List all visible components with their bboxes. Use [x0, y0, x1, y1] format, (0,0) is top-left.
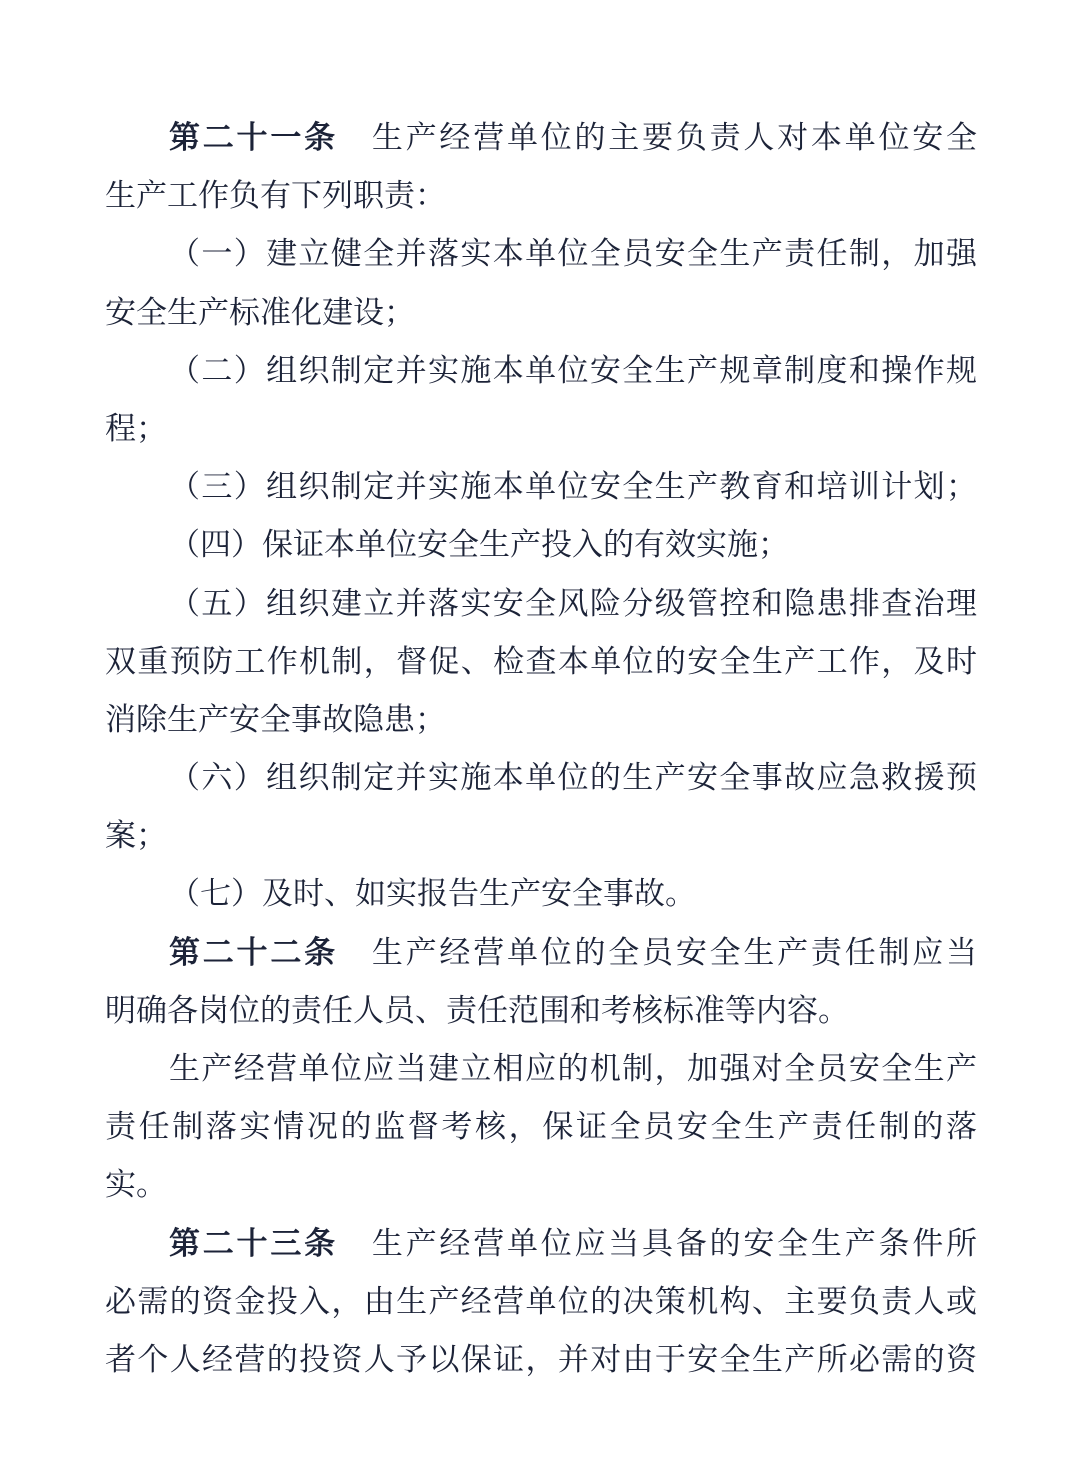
article-number: 第二十三条	[169, 1225, 338, 1262]
text-line	[105, 345, 977, 403]
line-text: （二）组织制定并实施本单位安全生产规章制度和操作规	[169, 352, 977, 389]
line-text: （七）及时、如实报告生产安全事故。	[169, 876, 696, 913]
line-text: 安全生产标准化建设；	[105, 294, 415, 331]
line-text: （六）组织制定并实施本单位的生产安全事故应急救援预	[169, 760, 977, 797]
line-text: 责任制落实情况的监督考核，保证全员安全生产责任制的落	[105, 1109, 977, 1146]
text-line	[105, 1276, 977, 1334]
text-line	[105, 461, 977, 519]
line-text: （三）组织制定并实施本单位安全生产教育和培训计划；	[169, 469, 977, 506]
line-text: （四）保证本单位安全生产投入的有效实施；	[169, 527, 789, 564]
text-line	[105, 1101, 977, 1159]
line-text: 生产经营单位应当建立相应的机制，加强对全员安全生产	[169, 1051, 977, 1087]
article-number: 第二十二条	[169, 934, 338, 971]
line-text: 案；	[105, 818, 167, 855]
text-line	[105, 403, 977, 461]
article-line	[105, 927, 977, 985]
text-line	[105, 287, 977, 345]
line-text: 生产经营单位的主要负责人对本单位安全	[371, 120, 978, 156]
line-text: 必需的资金投入，由生产经营单位的决策机构、主要负责人或	[105, 1283, 977, 1320]
line-text: 双重预防工作机制，督促、检查本单位的安全生产工作，及时	[105, 643, 977, 680]
text-line	[105, 519, 977, 577]
text-line	[105, 1334, 977, 1392]
text-line	[105, 578, 977, 636]
text-line	[105, 170, 977, 228]
text-line	[105, 985, 977, 1043]
line-text: 生产工作负有下列职责：	[105, 178, 446, 215]
text-line	[105, 752, 977, 810]
article-line	[105, 1218, 977, 1276]
line-text: 明确各岗位的责任人员、责任范围和考核标准等内容。	[105, 992, 849, 1029]
line-text: （五）组织建立并落实安全风险分级管控和隐患排查治理	[169, 585, 977, 622]
text-line	[105, 228, 977, 286]
line-text: 生产经营单位应当具备的安全生产条件所	[371, 1225, 978, 1262]
line-text: 实。	[105, 1167, 167, 1204]
text-line	[105, 694, 977, 752]
document-body	[105, 112, 977, 1392]
line-text: （一）建立健全并落实本单位全员安全生产责任制，加强	[169, 236, 977, 273]
article-number: 第二十一条	[169, 120, 338, 156]
line-text: 消除生产安全事故隐患；	[105, 701, 446, 738]
text-line	[105, 1043, 977, 1101]
text-line	[105, 636, 977, 694]
article-line	[105, 112, 977, 170]
text-line	[105, 1159, 977, 1217]
line-text: 程；	[105, 410, 167, 447]
text-line	[105, 810, 977, 868]
line-text: 者个人经营的投资人予以保证，并对由于安全生产所必需的资	[105, 1341, 977, 1378]
line-text: 生产经营单位的全员安全生产责任制应当	[371, 934, 978, 971]
text-line	[105, 868, 977, 926]
